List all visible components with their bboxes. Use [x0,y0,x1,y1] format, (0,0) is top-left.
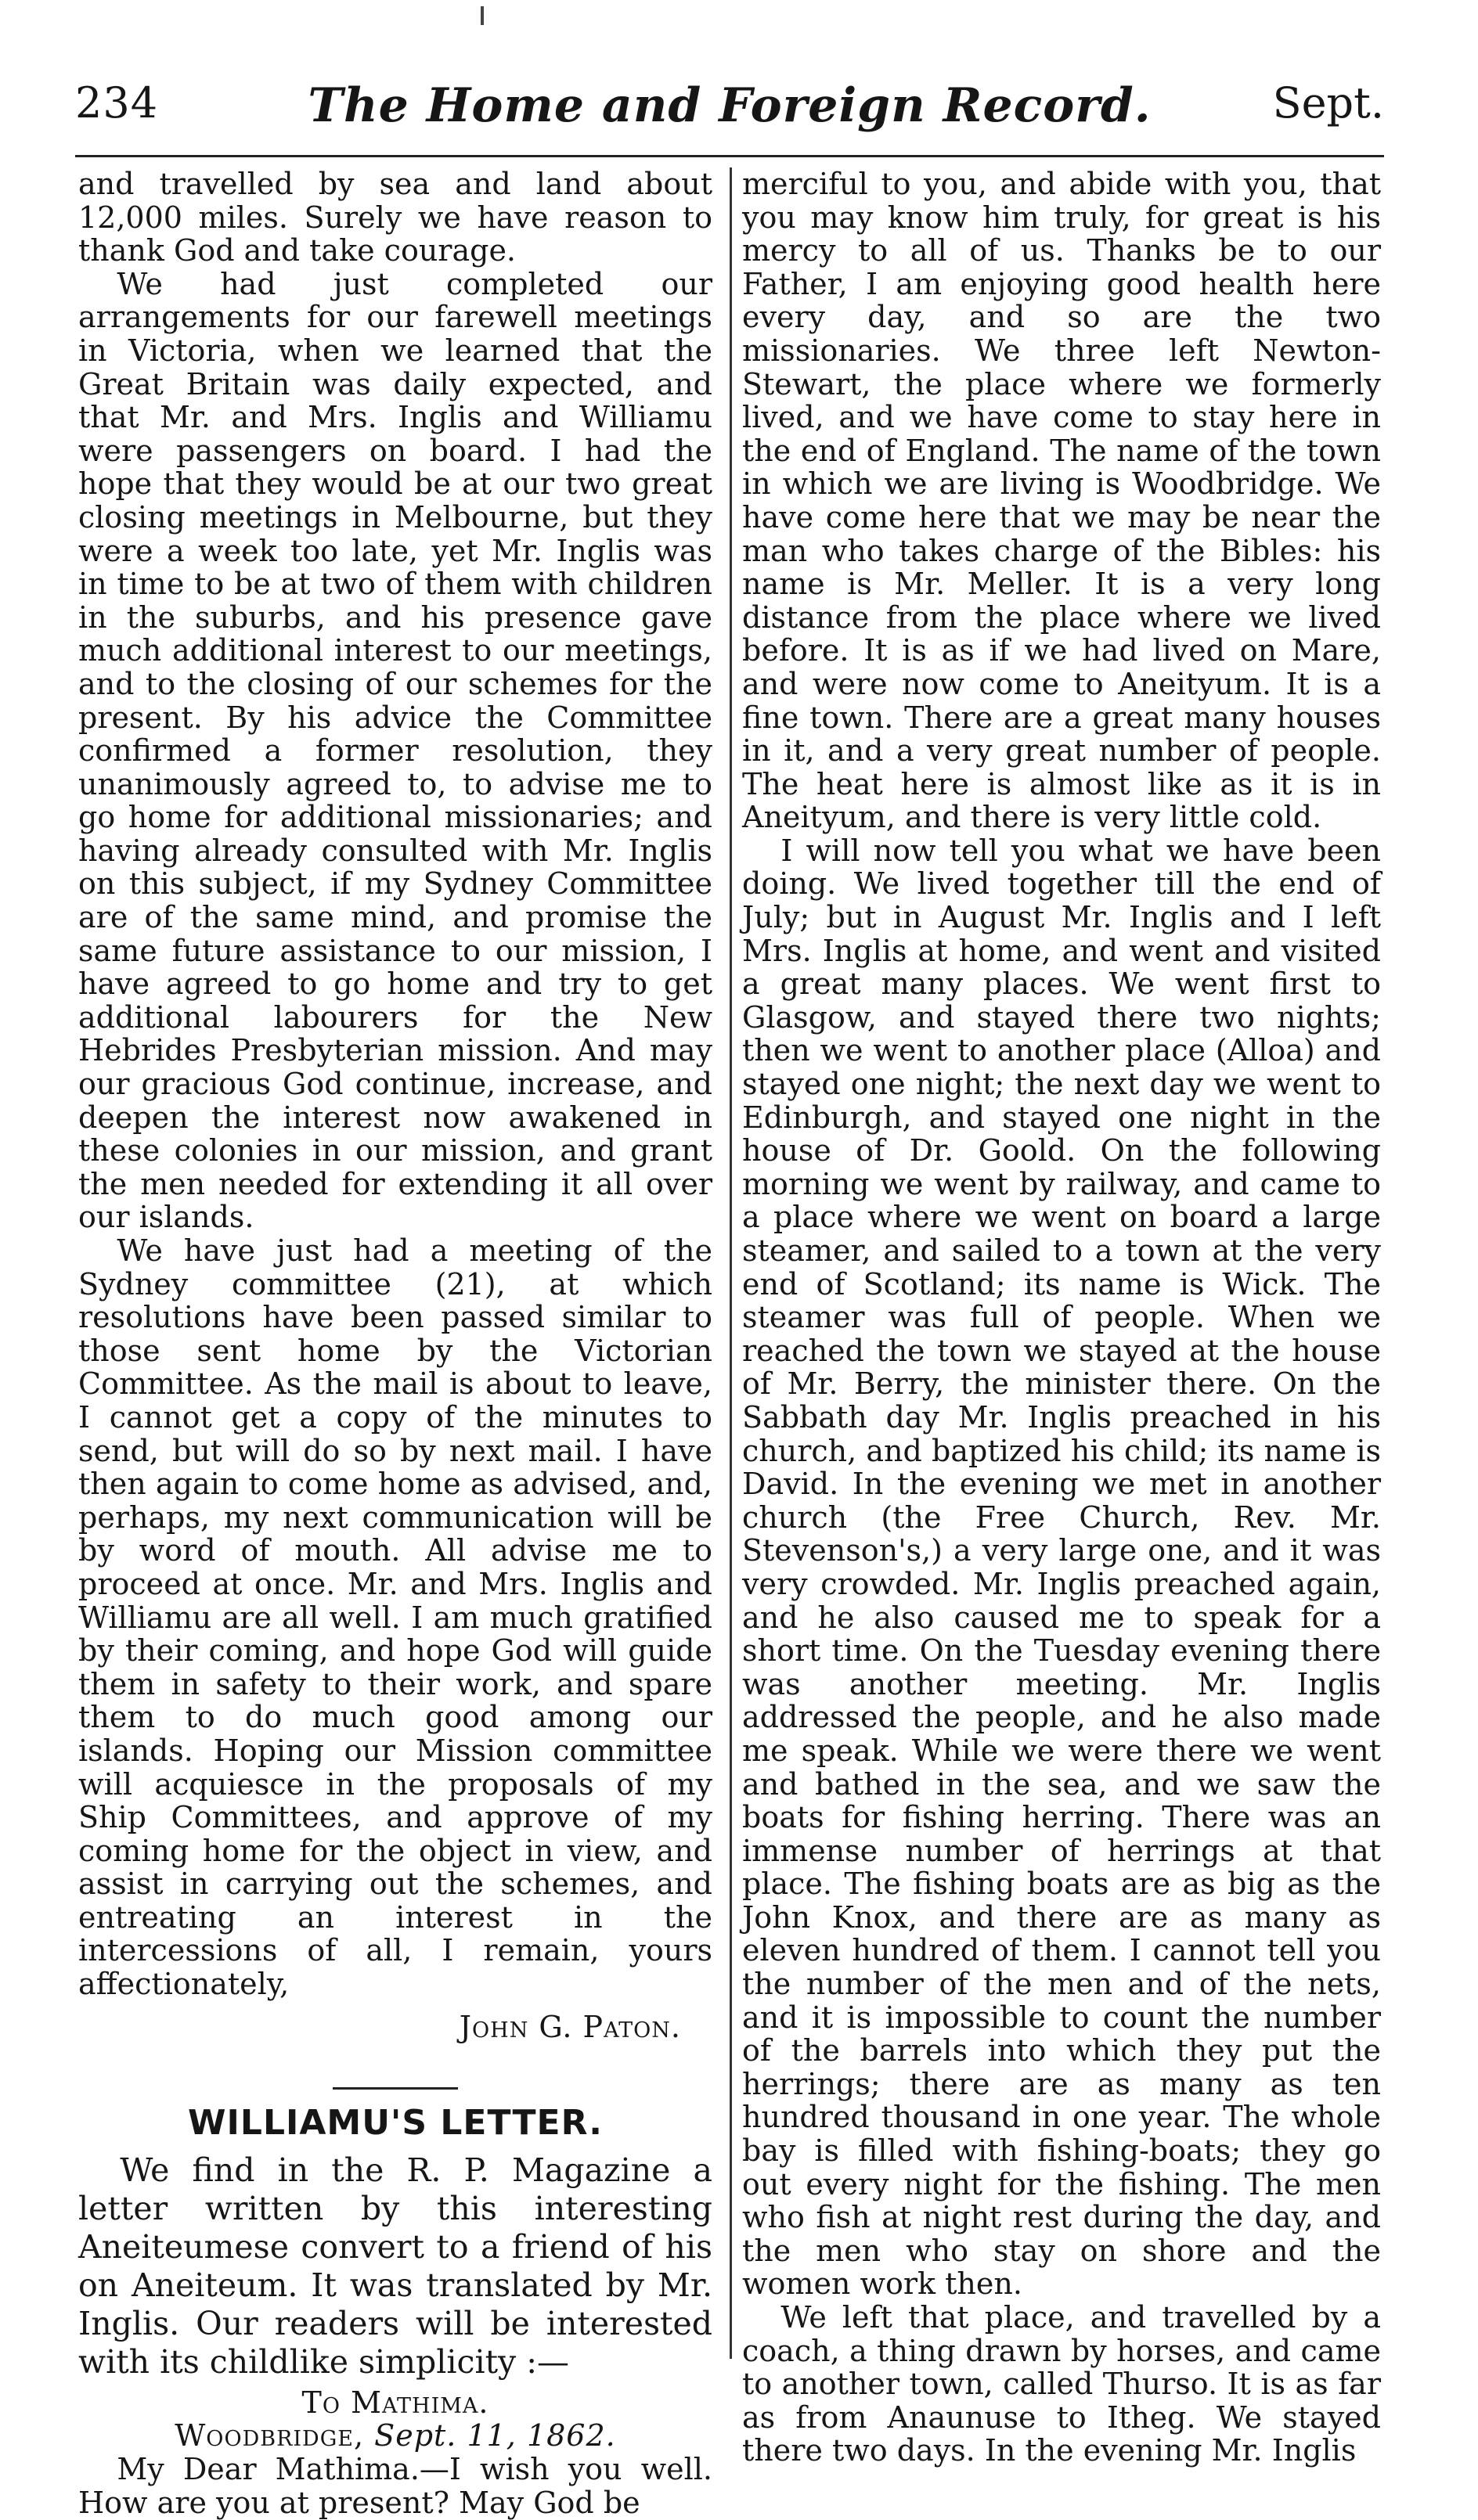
column-divider [730,167,732,2359]
right-column [742,167,1381,2468]
dateline-place: Woodbridge, [175,2418,365,2453]
paragraph: merciful to you, and abide with you, that you may know him truly, for great is his mercy to all of us. Thanks be to our Father, I am enjoying good health here every day, and so are the two missionaries. We three left Newton-Stewart, the place where we formerly lived, and we have come to stay here in the end of England. The name of the town in which we are living is Woodbridge. We have come here that we may be near the man who takes charge of the Bibles: his name is Mr. Meller. It is a very long distance from the place where we lived before. It is as if we had lived on Mare, and were now come to Aneityum. It is a fine town. There are a great many houses in it, and a very great number of people. The heat here is almost like as it is in Aneityum, and there is very little cold. [742,167,1381,835]
section-title: WILLIAMU'S LETTER. [188,2103,603,2144]
left-column [78,167,712,2519]
signature: John G. Paton. [459,2009,681,2044]
paragraph: I will now tell you what we have been doing. We lived together till the end of July; but in August Mr. Inglis and I left Mrs. Inglis at home, and went and visited a great many places. We went first to Glasgow, and stayed there two nights; then we went to another place (Alloa) and stayed one night; the next day we went to Edinburgh, and stayed one night in the house of Dr. Goold. On the following morning we went by railway, and came to a place where we went on board a large steamer, and sailed to a town at the very end of Scotland; its name is Wick. The steamer was full of people. When we reached the town we stayed at the house of Mr. Berry, the minister there. On the Sabbath day Mr. Inglis preached in his church, and baptized his child; its name is David. In the evening we met in another church (the Free Church, Rev. Mr. Stevenson's,) a very large one, and it was very crowded. Mr. Inglis preached again, and he also caused me to speak for a short time. On the Tuesday evening there was another meeting. Mr. Inglis addressed the people, and he also made me speak. While we were there we went and bathed in the sea, and we saw the boats for fishing herring. There was an immense number of herrings at that place. The fishing boats are as big as the John Knox, and there are as many as eleven hundred of them. I cannot tell you the number of the men and of the nets, and it is impossible to count the number of the barrels into which they put the herrings; there are as many as ten hundred thousand in one year. The whole bay is filled with fishing-boats; they go out every night for the fishing. The men who fish at night rest during the day, and the men who stay on shore and the women work then. [742,833,1381,2302]
issue-month: Sept. [1272,78,1384,128]
section-separator [333,2087,458,2090]
dateline-date: Sept. 11, 1862. [374,2418,616,2453]
print-mark [481,6,484,25]
paragraph: We left that place, and travelled by a coach, a thing drawn by horses, and came to another town, called Thurso. It is as far as from Anaunuse to Itheg. We stayed there two days. In the evening Mr. Inglis [742,2300,1381,2468]
paragraph: We had just completed our arrangements for our farewell meetings in Victoria, when we learned that the Great Britain was daily expected, and that Mr. and Mrs. Inglis and Williamu were passengers on board. I had the hope that they would be at our two great closing meetings in Melbourne, but they were a week too late, yet Mr. Inglis was in time to be at two of them with children in the suburbs, and his presence gave much additional interest to our meetings, and to the closing of our schemes for the present. By his advice the Committee confirmed a former resolution, they unanimously agreed to, to advise me to go home for additional missionaries; and having already consulted with Mr. Inglis on this subject, if my Sydney Committee are of the same mind, and promise the same future assistance to our mission, I have agreed to go home and try to get additional labourers for the New Hebrides Presbyterian mission. And may our gracious God continue, increase, and deepen the interest now awakened in these colonies in our mission, and grant the men needed for extending it all over our islands. [78,266,712,1235]
letter-salutation: To Mathima. [301,2385,489,2420]
header-rule [75,155,1384,157]
paragraph: My Dear Mathima.—I wish you well. How are you at present? May God be [78,2452,712,2520]
paragraph: We have just had a meeting of the Sydney committee (21), at which resolutions have been passed similar to those sent home by the Victorian Committee. As the mail is about to leave, I cannot get a copy of the minutes to send, but will do so by next mail. I have then again to come home as advised, and, perhaps, my next communication will be by word of mouth. All advise me to proceed at once. Mr. and Mrs. Inglis and Williamu are all well. I am much gratified by their coming, and hope God will guide them in safety to their work, and spare them to do much good among our islands. Hoping our Mission committee will acquiesce in the proposals of my Ship Committees, and approve of my coming home for the object in view, and assist in carrying out the schemes, and entreating an interest in the intercessions of all, I remain, yours affectionately, [78,1233,712,2002]
paragraph: and travelled by sea and land about 12,000 miles. Surely we have reason to thank God and take courage. [78,167,712,268]
section-intro: We find in the R. P. Magazine a letter written by this interesting Aneiteumese convert to a friend of his on Aneiteum. It was translated by Mr. Inglis. Our readers will be interested with its childlike simplicity :— [78,2151,712,2381]
page-header [75,78,1384,157]
letter-dateline [78,2419,712,2453]
page-number: 234 [75,78,159,128]
running-title: The Home and Foreign Record. [308,78,1152,133]
